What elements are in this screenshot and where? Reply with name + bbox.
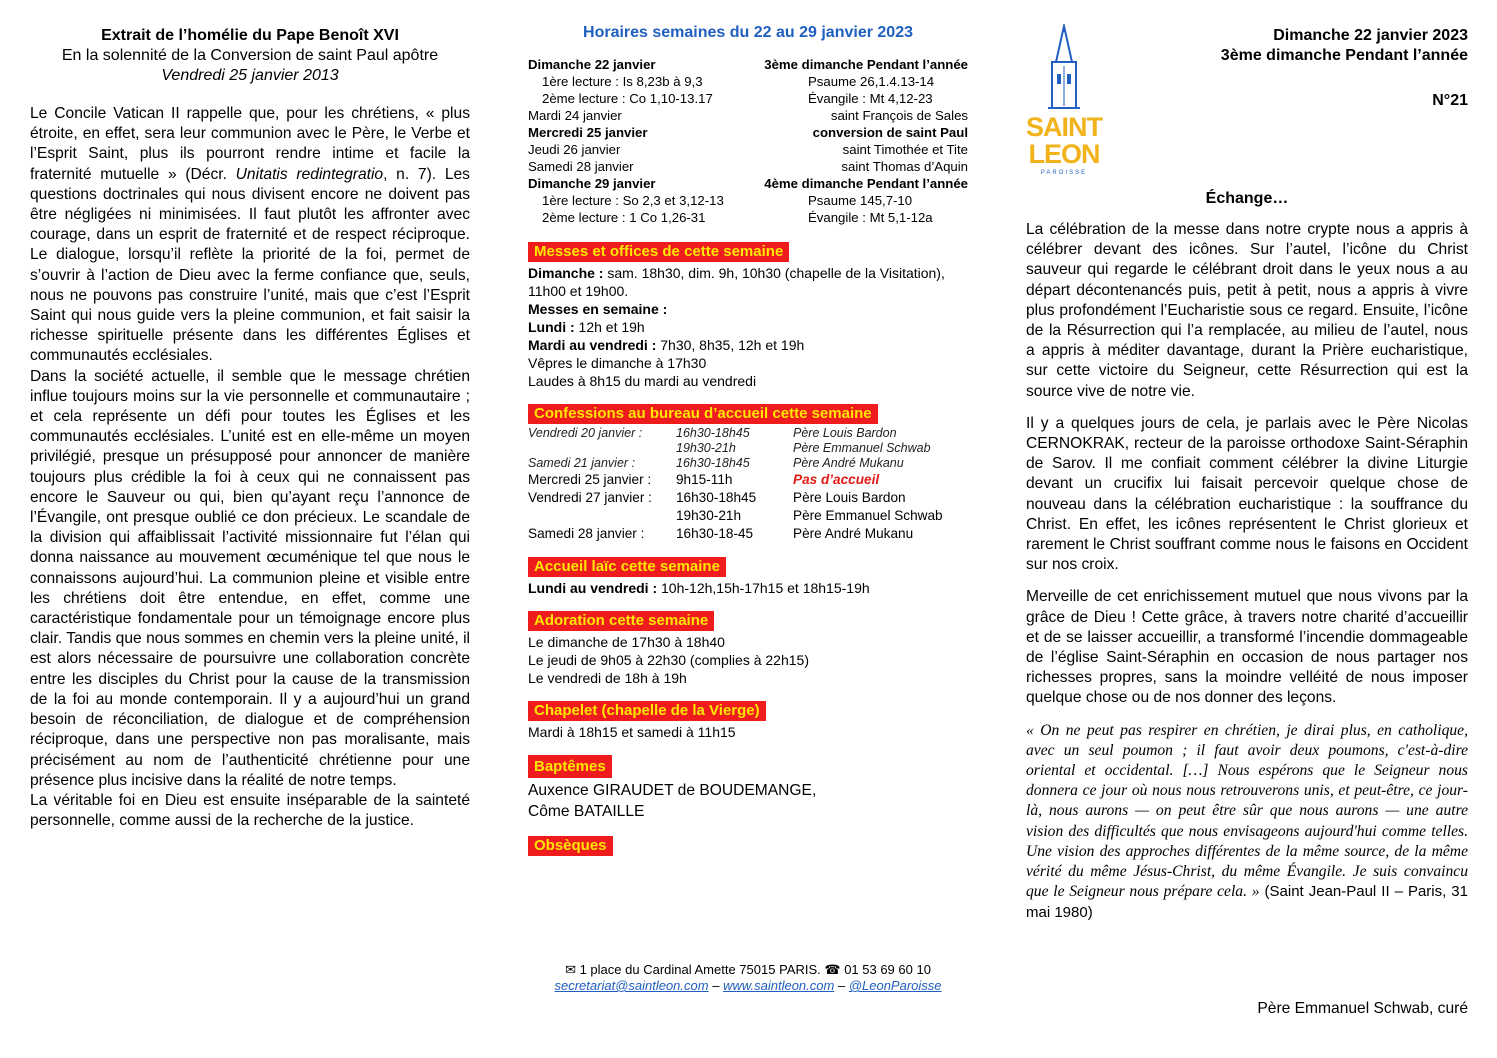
confession-day <box>528 507 676 525</box>
accueil-header: Accueil laïc cette semaine <box>528 557 726 577</box>
homily-paragraph-2: Dans la société actuelle, il semble que le message chrétien influe toujours moins sur la vie personnelle et communautaire ; et cela représente un défi pour toutes les Églises et les communautés ecclésiales. L’unité est en elle-même un moyen privilégié, presque un présupposé pour annoncer de manière toujours plus crédible la foi à ceux qui ne connaissent pas encore le Sauveur ou qui, bien qu’ayant reçu l’annonce de l’Évangile, ont presque oublié ce don précieux. Le scandale de la division qui affaiblissait l’activité missionnaire fut l’élan qui donna naissance au mouvement œcuménique tel que nous le connaissons aujourd’hui. La communion pleine et visible entre les chrétiens doit être entendue, en effet, comme une caractéristique fondamentale pour un témoignage encore plus clair. Tandis que nous sommes en chemin vers la pleine unité, il est alors nécessaire de poursuivre une collaboration concrète entre les disciples du Christ pour la cause de la transmission de la foi au monde contemporain. Il y a aujourd’hui un grand besoin de réconciliation, de dialogue et de compréhension réciproque, dans une perspective non pas moralisante, mais précisément au nom de l’authenticité chrétienne pour une présence plus incisive dans la réalité de notre temps. <box>30 367 470 789</box>
signature: Père Emmanuel Schwab, curé <box>1257 1000 1468 1017</box>
email-link[interactable]: secretariat@saintleon.com <box>554 978 709 993</box>
confession-day: Mercredi 25 janvier : <box>528 472 652 487</box>
issue-header <box>1221 26 1468 66</box>
homily-paragraph-3: La véritable foi en Dieu est ensuite inséparable de la sainteté personnelle, comme aussi de la recherche de la justice. <box>30 791 470 830</box>
envelope-icon: ✉ <box>565 962 576 977</box>
parish-footer <box>528 962 968 994</box>
table-row <box>528 525 943 543</box>
confession-day: Vendredi 20 janvier : <box>528 426 643 440</box>
address: 1 place du Cardinal Amette 75015 PARIS. <box>579 962 821 977</box>
logo-paroisse: PAROISSE <box>1040 170 1088 176</box>
separator: – <box>834 978 849 993</box>
schedule-feast-line: Psaume 145,7-10 <box>808 193 913 208</box>
issue-number: N°21 <box>1432 92 1468 109</box>
social-link[interactable]: @LeonParoisse <box>848 978 942 993</box>
schedule-date-line: 2ème lecture : 1 Co 1,26-31 <box>542 210 706 225</box>
sunday-label: Dimanche : <box>528 265 604 281</box>
confession-time: 16h30-18h45 <box>676 426 750 440</box>
right-column <box>1026 0 1468 1058</box>
accueil-section <box>528 557 968 597</box>
sunday-times: sam. 18h30, dim. 9h, 10h30 (chapelle de la Visitation), 11h00 et 19h00. <box>528 265 945 299</box>
schedule-feast-line: conversion de saint Paul <box>812 125 968 140</box>
logo-leon: LEON <box>1028 139 1100 169</box>
obseques-header: Obsèques <box>528 836 613 856</box>
schedule-feast-line: Évangile : Mt 5,1-12a <box>808 210 933 225</box>
adoration-line: Le vendredi de 18h à 19h <box>528 670 687 686</box>
mass-times: 7h30, 8h35, 12h et 19h <box>656 337 805 353</box>
masses-section <box>528 242 968 390</box>
mass-line <box>528 354 968 372</box>
schedule-title: Horaires semaines du 22 au 29 janvier 2023 <box>583 24 913 41</box>
confession-time: 19h30-21h <box>676 441 736 455</box>
editorial-title: Échange… <box>1205 190 1289 207</box>
schedule-date-line: Mardi 24 janvier <box>528 108 622 123</box>
schedule-date-line: 2ème lecture : Co 1,10-13.17 <box>542 91 713 106</box>
editorial-body <box>1026 220 1468 935</box>
schedule-feasts <box>738 56 968 226</box>
confession-time: 9h15-11h <box>676 472 733 487</box>
schedule-feast-line: 3ème dimanche Pendant l’année <box>764 57 968 72</box>
quote-text: « On ne peut pas respirer en chrétien, je dirai plus, en catholique, avec un seul poumon ; il faut avoir deux poumons, c'est-à-dire oriental et occidental. […] Nous espérons que le Seigneur nous donnera ce jour où nous nous retrouverons unis, et peut-être, ce jour-là, nous aurons — on peut être sûr que nous aurons — une autre vision des difficultés que nous envisageons aujourd'hui comme telles. Une vision des approches différentes de la même source, de la même vérité du même Jésus-Christ, du même Évangile. Je suis convaincu que le Seigneur nous prépare cela. » <box>1026 721 1468 901</box>
editorial-paragraph: La célébration de la messe dans notre crypte nous a appris à célébrer devant des icônes. Sur l’autel, l’icône du Christ sauveur qui regarde le célébrant droit dans le yeux nous a au départ décontenancés puis, petit à petit, nous a appris à vivre plus profondément l’Eucharistie sous ce regard. Ensuite, l’icône de la Résurrection qui l’a remplacée, au milieu de l’autel, nous a appris à méditer davantage, durant la Prière eucharistique, sur cette victoire du Seigneur, cette Résurrection qui est la source vive de notre vie. <box>1026 221 1468 400</box>
confession-who: Père André Mukanu <box>793 526 914 541</box>
chapelet-header: Chapelet (chapelle de la Vierge) <box>528 701 766 721</box>
chapelet-section <box>528 701 968 741</box>
adoration-header: Adoration cette semaine <box>528 611 714 631</box>
schedule-feast-line: Évangile : Mt 4,12-23 <box>808 91 933 106</box>
schedule-date-line: Jeudi 26 janvier <box>528 142 621 157</box>
confession-who: Pas d’accueil <box>793 472 880 487</box>
homily-title: Extrait de l’homélie du Pape Benoît XVI <box>101 27 399 44</box>
masses-header: Messes et offices de cette semaine <box>528 242 789 262</box>
mass-times: 12h et 19h <box>574 319 645 335</box>
mass-times: Laudes à 8h15 du mardi au vendredi <box>528 373 757 389</box>
weekday-label: Messes en semaine : <box>528 301 668 317</box>
table-row <box>528 456 943 471</box>
middle-column <box>528 0 968 1058</box>
confessions-table <box>528 426 943 543</box>
homily-header <box>30 26 470 86</box>
mass-line <box>528 372 968 390</box>
confession-day: Vendredi 27 janvier : <box>528 490 652 505</box>
table-row <box>528 426 943 441</box>
confession-time: 16h30-18h45 <box>676 490 757 505</box>
weekday-masses <box>528 318 968 390</box>
mass-line <box>528 336 968 354</box>
mass-line <box>528 318 968 336</box>
logo-saint: SAINT <box>1026 112 1102 142</box>
phone: 01 53 69 60 10 <box>844 962 931 977</box>
editorial-paragraph: Merveille de cet enrichissement mutuel que nous vivons par la grâce de Dieu ! Cette grâce, à travers notre charité d’accueillir et de se laisser accueillir, a transformé l’incendie dommageable de l’église Saint-Séraphin en occasion de nous partager nos richesses propres, sans la moindre velléité de nous imposer quelque chose ou de nos donner des leçons. <box>1026 588 1468 707</box>
homily-text: , n. 7). Les questions doctrinales qui nous divisent encore ne doivent pas être négligées ni minimisées. Il faut plutôt les affronter avec courage, dans un esprit de fraternité et de respect réciproque. Le dialogue, lorsqu’il reflète la priorité de la foi, permet de s’ouvrir à l’action de Dieu avec la ferme confiance que, seuls, nous ne pouvons pas construire l’unité, mais que c’est l’Esprit Saint qui nous guide vers la pleine communion, et fait saisir la richesse spirituelle présente dans les différentes Églises et communautés ecclésiales. <box>30 165 470 365</box>
mass-day: Lundi : <box>528 319 575 335</box>
sunday-masses <box>528 264 968 300</box>
confession-time: 19h30-21h <box>676 508 742 523</box>
schedule-feast-line: Psaume 26,1.4.13-14 <box>808 74 935 89</box>
homily-subtitle: En la solennité de la Conversion de saint Paul apôtre <box>61 47 439 64</box>
schedule-date-line: 1ère lecture : So 2,3 et 3,12-13 <box>542 193 724 208</box>
confession-who: Père Emmanuel Schwab <box>793 508 943 523</box>
weekly-schedule <box>528 56 968 224</box>
liturgical-sunday: 3ème dimanche Pendant l’année <box>1220 47 1468 64</box>
chapelet-hours: Mardi à 18h15 et samedi à 11h15 <box>528 724 736 740</box>
quote-block <box>1026 721 1468 923</box>
issue-date: Dimanche 22 janvier 2023 <box>1273 27 1468 44</box>
obseques-section <box>528 836 968 858</box>
table-row <box>528 489 943 507</box>
website-link[interactable]: www.saintleon.com <box>723 978 835 993</box>
separator: – <box>708 978 724 993</box>
table-row <box>528 441 943 456</box>
table-row <box>528 471 943 489</box>
baptemes-section <box>528 755 968 822</box>
table-row <box>528 507 943 525</box>
phone-icon: ☎ <box>824 962 841 977</box>
confession-who: Père Emmanuel Schwab <box>793 441 931 455</box>
confession-who: Père Louis Bardon <box>793 490 906 505</box>
confession-day: Samedi 21 janvier : <box>528 456 636 470</box>
address-line <box>528 962 968 978</box>
adoration-line: Le dimanche de 17h30 à 18h40 <box>528 634 725 650</box>
schedule-date-line: Dimanche 29 janvier <box>528 176 656 191</box>
schedule-dates <box>528 56 768 226</box>
schedule-feast-line: 4ème dimanche Pendant l’année <box>764 176 968 191</box>
homily-citation: Unitatis redintegratio <box>235 165 384 183</box>
schedule-date-line: Samedi 28 janvier <box>528 159 634 174</box>
mass-day: Mardi au vendredi : <box>528 337 657 353</box>
parish-logo <box>1026 24 1102 178</box>
accueil-hours <box>528 579 968 597</box>
confession-time: 16h30-18-45 <box>676 526 754 541</box>
adoration-line: Le jeudi de 9h05 à 22h30 (complies à 22h15) <box>528 652 809 668</box>
confession-day <box>528 441 676 456</box>
editorial-paragraph: Il y a quelques jours de cela, je parlais avec le Père Nicolas CERNOKRAK, recteur de la paroisse orthodoxe Saint-Séraphin de Sarov. Il me confiait comment célébrer la divine Liturgie devant un crucifix lui faisait percevoir quelque chose de nouveau dans la célébration eucharistique : la souffrance du Christ. En effet, les icônes représentent le Christ glorieux et rarement le Christ souffrant comme nous le faisons en Occident sur nos croix. <box>1026 414 1468 574</box>
confession-day: Samedi 28 janvier : <box>528 526 645 541</box>
adoration-section <box>528 611 968 687</box>
schedule-feast-line: saint Timothée et Tite <box>842 142 968 157</box>
quote-source: (Saint Jean-Paul II – Paris, 31 mai 1980) <box>1026 883 1468 921</box>
confessions-header: Confessions au bureau d’accueil cette semaine <box>528 404 878 424</box>
confession-who: Père André Mukanu <box>793 456 904 470</box>
homily-date: Vendredi 25 janvier 2013 <box>161 67 339 84</box>
accueil-label: Lundi au vendredi : <box>528 580 658 596</box>
baptism-name: Auxence GIRAUDET de BOUDEMANGE, <box>528 782 817 799</box>
confession-time: 16h30-18h45 <box>676 456 750 470</box>
baptemes-header: Baptêmes <box>528 755 612 778</box>
homily-paragraph-1 <box>30 104 470 367</box>
mass-times: Vêpres le dimanche à 17h30 <box>528 355 707 371</box>
schedule-feast-line: saint Thomas d’Aquin <box>841 159 968 174</box>
homily-text: Le Concile Vatican II rappelle que, pour les chrétiens, « plus étroite, en effet, sera leur communion avec le Père, le Verbe et l’Esprit Saint, plus ils pourront rendre intime et facile la fraternité mutuelle » (Décr. <box>30 105 470 183</box>
contact-line <box>528 978 968 994</box>
schedule-date-line: Mercredi 25 janvier <box>528 125 648 140</box>
schedule-date-line: 1ère lecture : Is 8,23b à 9,3 <box>542 74 703 89</box>
left-column <box>30 0 470 831</box>
accueil-times: 10h-12h,15h-17h15 et 18h15-19h <box>657 580 870 596</box>
confessions-section <box>528 404 968 543</box>
schedule-feast-line: saint François de Sales <box>830 108 968 123</box>
confession-who: Père Louis Bardon <box>793 426 897 440</box>
schedule-date-line: Dimanche 22 janvier <box>528 57 656 72</box>
baptism-name: Côme BATAILLE <box>528 803 645 820</box>
